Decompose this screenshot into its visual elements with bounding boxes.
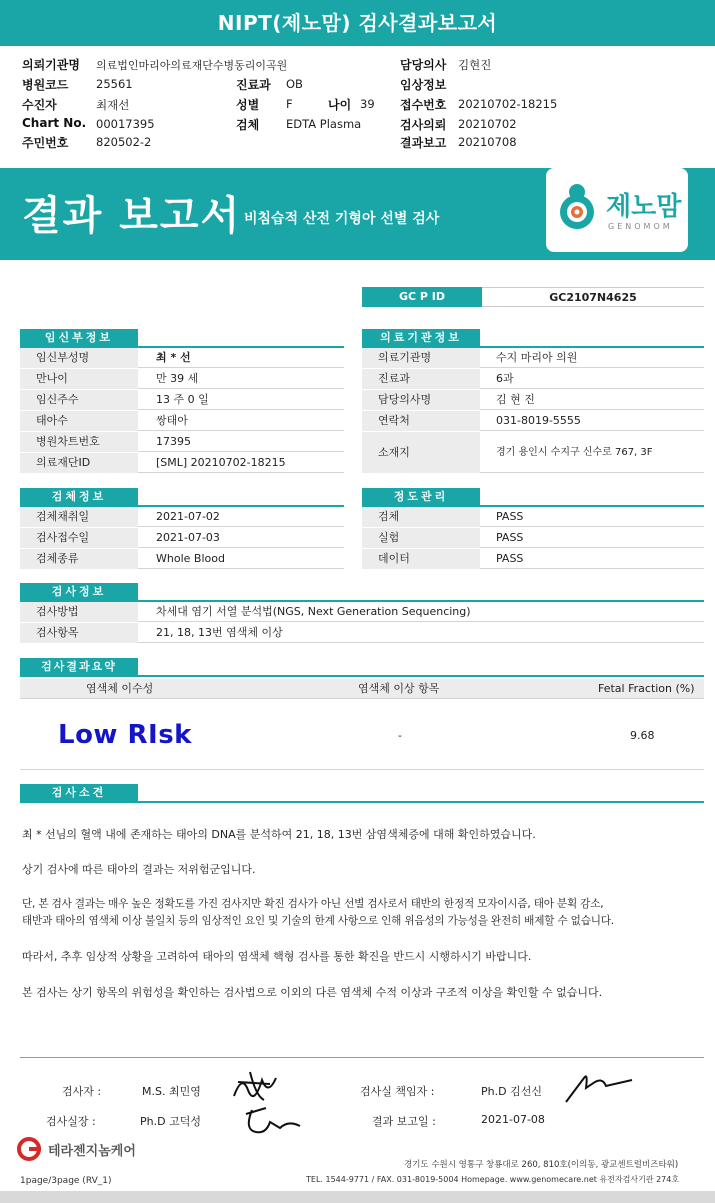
divider	[20, 769, 704, 770]
row-key: 임신부성명	[20, 348, 138, 368]
meta-label: 병원코드	[22, 78, 69, 92]
logo-text: 제노맘	[606, 192, 682, 222]
meta-value: 820502-2	[96, 135, 152, 149]
opinion-paragraph: 최 * 선님의 혈액 내에 존재하는 태아의 DNA를 분석하여 21, 18, 13번 삼염색체증에 대해 확인하였습니다.	[22, 828, 536, 841]
row-key: 병원차트번호	[20, 432, 138, 452]
summary-col-aneuploidy: 염색체 이수성	[86, 682, 154, 695]
table-row	[362, 411, 704, 431]
banner-title: 결과 보고서	[22, 193, 242, 239]
section-header-specimen: 검체정보	[20, 488, 138, 506]
result-fetal-fraction: 9.68	[630, 729, 655, 742]
result-risk: Low RIsk	[58, 720, 192, 750]
row-value: PASS	[496, 552, 524, 565]
opinion-paragraph: 따라서, 추후 임상적 상황을 고려하여 태아의 염색체 핵형 검사를 통한 확진을 반드시 시행하시기 바랍니다.	[22, 950, 532, 963]
opinion-paragraph: 단, 본 검사 결과는 매우 높은 정확도를 가진 검사지만 확진 검사가 아닌 선별 검사로서 태반의 한정적 모자이시즘, 태아 분획 감소,	[22, 898, 604, 910]
section-header-test: 검사정보	[20, 583, 138, 601]
row-key: 실험	[362, 528, 480, 548]
meta-label: 수진자	[22, 98, 57, 112]
section-header-qc: 정도관리	[362, 488, 480, 506]
row-key: 의료재단ID	[20, 453, 138, 473]
table-row	[362, 369, 704, 389]
report-date-label: 결과 보고일 :	[372, 1115, 436, 1128]
table-row	[362, 432, 704, 473]
table-row	[20, 623, 704, 643]
table-row	[362, 528, 704, 548]
company-address: 경기도 수원시 영통구 창룡대로 260, 810호(이의동, 광교센트럴비즈타워)	[404, 1160, 679, 1170]
meta-value: OB	[286, 77, 303, 91]
table-row	[20, 411, 344, 431]
row-value: 17395	[156, 435, 191, 448]
row-value: [SML] 20210702-18215	[156, 456, 286, 469]
section-divider	[20, 801, 704, 803]
opinion-paragraph: 태반과 태아의 염색체 이상 불일치 등의 임상적인 요인 및 기술의 한계 사항으로 인해 위음성의 가능성을 완전히 배제할 수 없습니다.	[22, 915, 614, 927]
table-row	[362, 390, 704, 410]
meta-value: 최재선	[96, 98, 130, 112]
gcpid-value: GC2107N4625	[482, 287, 704, 307]
meta-label: 접수번호	[400, 98, 447, 112]
row-value: 6과	[496, 372, 514, 385]
meta-label: 주민번호	[22, 136, 69, 150]
meta-label: 담당의사	[400, 58, 447, 72]
table-row	[20, 432, 344, 452]
row-value: 수지 마리아 의원	[496, 351, 578, 364]
row-key: 검체종류	[20, 549, 138, 569]
page-number: 1page/3page (RV_1)	[20, 1176, 112, 1186]
row-key: 소재지	[362, 432, 480, 473]
row-key: 연락처	[362, 411, 480, 431]
section-header-pregnant: 임신부정보	[20, 329, 138, 347]
table-row	[20, 369, 344, 389]
row-value: 2021-07-02	[156, 510, 220, 523]
row-value: 최 * 선	[156, 351, 191, 364]
row-key: 의료기관명	[362, 348, 480, 368]
divider	[20, 1057, 704, 1058]
table-row	[20, 390, 344, 410]
table-row	[20, 602, 704, 622]
opinion-paragraph: 본 검사는 상기 항목의 위험성을 확인하는 검사법으로 이외의 다른 염색체 수적 이상과 구조적 이상을 확인할 수 없습니다.	[22, 986, 603, 999]
row-key: 임신주수	[20, 390, 138, 410]
row-value: 만 39 세	[156, 372, 199, 385]
meta-value: 00017395	[96, 117, 155, 131]
summary-header-row	[20, 679, 704, 699]
gcpid-label: GC P ID	[362, 287, 482, 307]
row-value: 쌍태아	[156, 414, 188, 427]
row-key: 검사항목	[20, 623, 138, 643]
company-contact: TEL. 1544-9771 / FAX. 031-8019-5004 Homepage. www.genomecare.net 유전자검사기관 274호	[306, 1175, 680, 1184]
row-value: 031-8019-5555	[496, 414, 581, 427]
table-row	[20, 453, 344, 473]
meta-label: 의뢰기관명	[22, 58, 80, 72]
row-key: 검사방법	[20, 602, 138, 622]
order-meta	[0, 46, 715, 166]
meta-label: 검사의뢰	[400, 118, 447, 132]
chief-label: 검사실장 :	[46, 1115, 96, 1128]
table-row	[362, 507, 704, 527]
row-key: 만나이	[20, 369, 138, 389]
section-header-opinion: 검사소견	[20, 784, 138, 802]
row-key: 검사접수일	[20, 528, 138, 548]
meta-value: EDTA Plasma	[286, 117, 362, 131]
director-signature-icon	[562, 1068, 640, 1108]
meta-value: 의료법인마리아의료재단수병동리이곡원	[96, 59, 288, 72]
bottom-bar	[0, 1191, 715, 1203]
table-row	[362, 549, 704, 569]
table-row	[20, 348, 344, 368]
row-value: Whole Blood	[156, 552, 225, 565]
section-divider	[20, 675, 704, 677]
chief-name: Ph.D 고덕성	[140, 1115, 201, 1128]
summary-col-fetal-fraction: Fetal Fraction (%)	[598, 682, 695, 695]
logo-subtext: GENOMOM	[608, 222, 673, 231]
table-row	[20, 507, 344, 527]
row-value: PASS	[496, 510, 524, 523]
row-value: 김 현 진	[496, 393, 535, 406]
row-value: 21, 18, 13번 염색체 이상	[156, 626, 283, 639]
row-key: 태아수	[20, 411, 138, 431]
row-key: 검체채취일	[20, 507, 138, 527]
meta-value: 25561	[96, 77, 133, 91]
tester-label: 검사자 :	[62, 1085, 102, 1098]
meta-value: 20210702-18215	[458, 97, 558, 111]
row-key: 데이터	[362, 549, 480, 569]
company-logo	[16, 1137, 156, 1161]
company-logo-icon	[16, 1137, 42, 1161]
meta-value: 20210702	[458, 117, 517, 131]
meta-label: 나이	[328, 98, 352, 112]
meta-label: 진료과	[236, 78, 271, 92]
row-value: 13 주 0 일	[156, 393, 209, 406]
meta-label: 성별	[236, 98, 260, 112]
company-name: 테라젠지놈케어	[48, 1144, 136, 1159]
meta-value: 20210708	[458, 135, 517, 149]
report-date: 2021-07-08	[481, 1113, 545, 1126]
row-value: 2021-07-03	[156, 531, 220, 544]
banner-subtitle: 비침습적 산전 기형아 선별 검사	[244, 211, 440, 227]
row-key: 진료과	[362, 369, 480, 389]
chief-signature-icon	[236, 1100, 306, 1140]
meta-label: 결과보고	[400, 136, 447, 150]
logo-icon	[556, 182, 598, 230]
tester-name: M.S. 최민영	[142, 1085, 201, 1098]
director-name: Ph.D 김선신	[481, 1085, 542, 1098]
table-row	[20, 528, 344, 548]
meta-value: 김현진	[458, 58, 492, 72]
report-title: NIPT(제노맘) 검사결과보고서	[0, 0, 715, 46]
meta-value: 39	[360, 97, 375, 111]
meta-value: F	[286, 97, 293, 111]
summary-col-abnormal: 염색체 이상 항목	[358, 682, 440, 695]
row-key: 담당의사명	[362, 390, 480, 410]
meta-label: Chart No.	[22, 116, 87, 130]
section-header-institution: 의료기관정보	[362, 329, 480, 347]
opinion-paragraph: 상기 검사에 따른 태아의 결과는 저위험군입니다.	[22, 863, 256, 876]
director-label: 검사실 책임자 :	[360, 1085, 435, 1098]
section-header-summary: 검사결과요약	[20, 658, 138, 676]
row-value: 경기 용인시 수지구 신수로 767, 3F	[496, 447, 653, 458]
result-abnormal: -	[398, 729, 402, 742]
row-key: 검체	[362, 507, 480, 527]
table-row	[362, 348, 704, 368]
genomom-logo	[546, 168, 688, 252]
row-value: PASS	[496, 531, 524, 544]
meta-label: 검체	[236, 118, 260, 132]
table-row	[20, 549, 344, 569]
meta-label: 임상정보	[400, 78, 447, 92]
row-value: 차세대 염기 서열 분석법(NGS, Next Generation Sequencing)	[156, 605, 471, 618]
